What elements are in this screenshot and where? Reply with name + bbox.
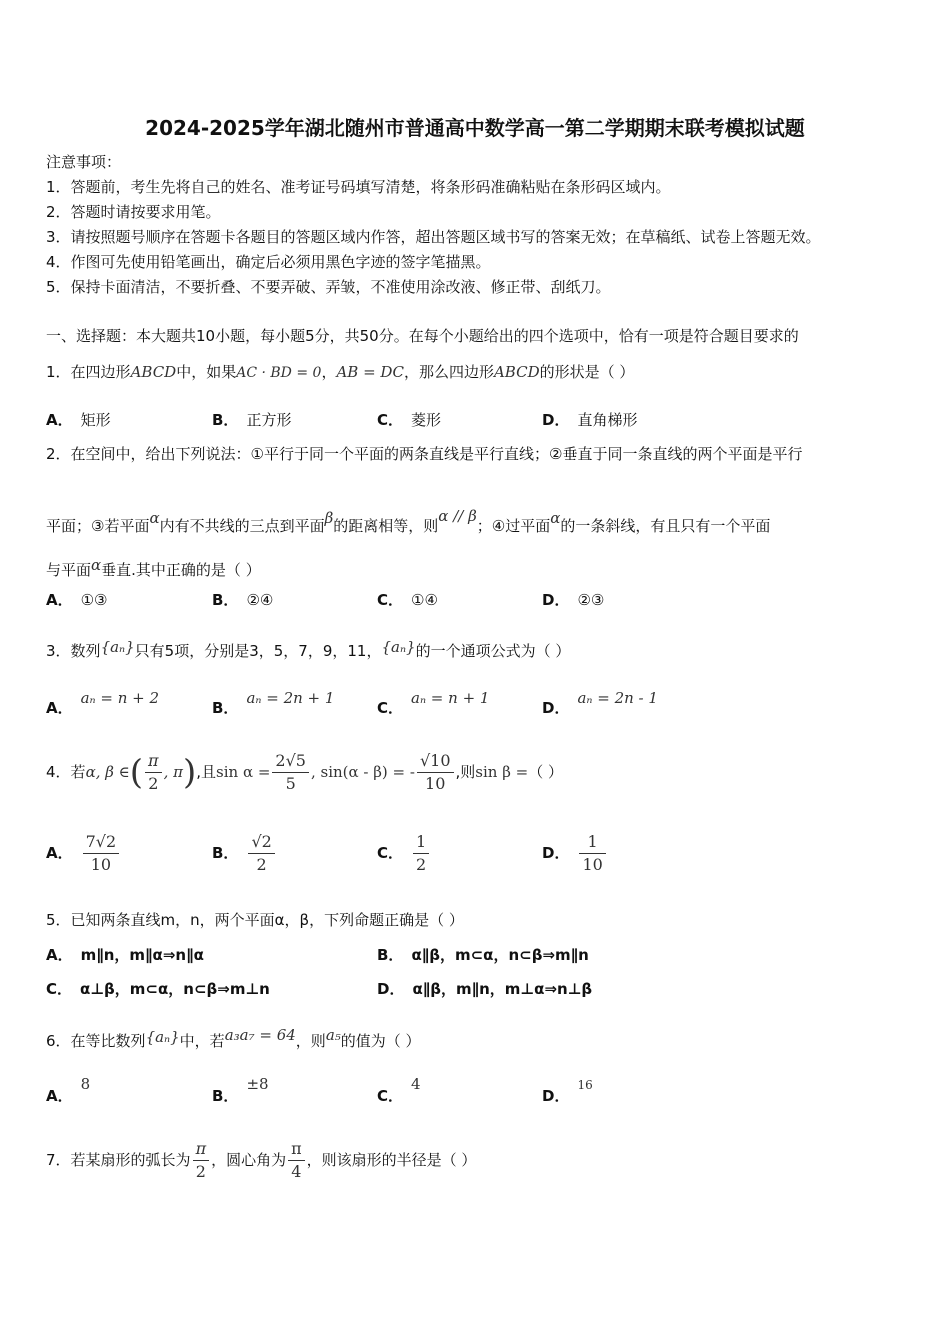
denominator: 2 xyxy=(416,855,427,874)
q4-text: ,则 xyxy=(455,763,476,781)
option-b[interactable] xyxy=(212,688,334,718)
option-math: 16 xyxy=(577,1078,593,1092)
math-expr: ABCD xyxy=(493,363,540,381)
option-label: D． xyxy=(542,411,570,429)
q7-text: ，圆心角为 xyxy=(211,1151,287,1169)
option-label: B． xyxy=(212,699,239,717)
q1-text: 的形状是（ ） xyxy=(539,363,635,381)
option-a[interactable] xyxy=(46,945,204,965)
question-number: 5． xyxy=(46,911,71,929)
q2-text: 在空间中，给出下列说法：①平行于同一个平面的两条直线是平行直线；②垂直于同一条直线的两个平面是平行 xyxy=(70,445,803,463)
fraction xyxy=(417,750,454,795)
option-text: ②③ xyxy=(577,591,605,609)
note-item: 2．答题时请按要求用笔。 xyxy=(46,203,221,221)
math-expr: ABCD xyxy=(130,363,177,381)
notes-heading: 注意事项： xyxy=(46,153,122,171)
math-expr: α // β xyxy=(438,507,477,525)
numerator: √2 xyxy=(248,831,274,854)
paren-left: ( xyxy=(129,752,144,793)
q1-text: ，那么四边形 xyxy=(403,363,494,381)
numerator: π xyxy=(288,1138,305,1161)
option-label: B． xyxy=(377,946,404,964)
math-expr: sin α = xyxy=(216,763,271,781)
option-b[interactable] xyxy=(377,945,589,965)
math-expr: , π xyxy=(163,763,183,781)
denominator: 2 xyxy=(256,855,267,874)
numerator: 2√5 xyxy=(272,750,309,773)
fraction xyxy=(145,750,162,795)
option-b[interactable] xyxy=(212,410,291,430)
q4-text: ,且 xyxy=(196,763,217,781)
option-label: C． xyxy=(377,411,404,429)
math-expr: α xyxy=(149,509,160,527)
option-label: C． xyxy=(377,844,404,862)
q6-text: 中，若 xyxy=(179,1032,225,1050)
note-item: 5．保持卡面清洁，不要折叠、不要弄破、弄皱，不准使用涂改液、修正带、刮纸刀。 xyxy=(46,278,611,296)
option-label: B． xyxy=(212,591,239,609)
option-label: A． xyxy=(46,844,73,862)
q2-text: ；④过平面 xyxy=(476,517,551,535)
option-b[interactable] xyxy=(212,590,273,610)
note-item: 4．作图可先使用铅笔画出，确定后必须用黑色字迹的签字笔描黑。 xyxy=(46,253,491,271)
question-3 xyxy=(46,637,570,661)
q3-text: 的一个通项公式为（ ） xyxy=(415,642,571,660)
option-d[interactable] xyxy=(542,410,637,430)
question-6 xyxy=(46,1025,421,1051)
q5-text: 已知两条直线m，n，两个平面α，β，下列命题正确是（ ） xyxy=(70,911,464,929)
option-label: B． xyxy=(212,844,239,862)
option-label: D． xyxy=(542,844,570,862)
question-7 xyxy=(46,1134,476,1186)
math-expr: a₃a₇ = 64 xyxy=(224,1026,296,1044)
option-c[interactable] xyxy=(377,410,441,430)
numerator: π xyxy=(145,750,162,773)
numerator: π xyxy=(193,1138,210,1161)
note-item: 1．答题前，考生先将自己的姓名、准考证号码填写清楚，将条形码准确粘贴在条形码区域内。 xyxy=(46,178,671,196)
option-a[interactable] xyxy=(46,826,121,880)
denominator: 10 xyxy=(90,855,112,874)
fraction xyxy=(579,831,605,876)
option-label: A． xyxy=(46,411,73,429)
option-math: ±8 xyxy=(246,1075,269,1093)
option-text: α∥β，m⊂α，n⊂β⇒m∥n xyxy=(411,946,589,964)
option-text: 矩形 xyxy=(80,411,111,429)
math-expr: sin β = xyxy=(475,763,529,781)
option-label: D． xyxy=(377,980,405,998)
fraction xyxy=(288,1138,305,1183)
math-expr: AC · BD = 0 xyxy=(236,365,322,381)
numerator: 1 xyxy=(579,831,605,854)
q3-text: 只有5项，分别是3，5，7，9，11， xyxy=(134,642,382,660)
option-math: aₙ = 2n - 1 xyxy=(577,689,658,707)
page-title: 2024-2025学年湖北随州市普通高中数学高一第二学期期末联考模拟试题 xyxy=(145,116,805,140)
option-a[interactable] xyxy=(46,1074,90,1106)
question-number: 7． xyxy=(46,1151,71,1169)
question-number: 4． xyxy=(46,763,71,781)
option-text: α∥β，m∥n，m⊥α⇒n⊥β xyxy=(412,980,593,998)
q4-text: 若 xyxy=(70,763,86,781)
option-text: ①④ xyxy=(411,591,438,609)
option-math: 4 xyxy=(411,1075,421,1093)
fraction xyxy=(272,750,309,795)
option-b[interactable] xyxy=(212,826,277,880)
math-expr: α xyxy=(91,556,102,574)
option-math: aₙ = 2n + 1 xyxy=(246,689,335,707)
option-label: C． xyxy=(377,1087,404,1105)
paren-right: ) xyxy=(182,752,197,793)
option-label: D． xyxy=(542,591,570,609)
q6-text: 在等比数列 xyxy=(70,1032,146,1050)
q6-text: ，则 xyxy=(295,1032,326,1050)
q2-text: 的距离相等，则 xyxy=(333,517,439,535)
numerator: 7√2 xyxy=(83,831,120,854)
denominator: 10 xyxy=(425,774,446,793)
denominator: 10 xyxy=(582,855,603,874)
option-label: A． xyxy=(46,946,73,964)
option-math: aₙ = n + 1 xyxy=(411,689,490,707)
option-math: aₙ = n + 2 xyxy=(80,689,160,707)
question-1 xyxy=(46,362,634,383)
q2-text: 内有不共线的三点到平面 xyxy=(159,517,325,535)
q7-text: 若某扇形的弧长为 xyxy=(70,1151,191,1169)
option-text: 正方形 xyxy=(246,411,292,429)
option-label: A． xyxy=(46,699,73,717)
option-label: A． xyxy=(46,1087,73,1105)
q7-text: ，则该扇形的半径是（ ） xyxy=(306,1151,477,1169)
question-number: 6． xyxy=(46,1032,71,1050)
math-expr: α xyxy=(550,509,561,527)
option-a[interactable] xyxy=(46,688,159,718)
q2-text: 平面；③若平面 xyxy=(46,517,150,535)
q2-text: 的一条斜线，有且只有一个平面 xyxy=(560,517,771,535)
numerator: 1 xyxy=(413,831,429,854)
option-text: 直角梯形 xyxy=(577,411,638,429)
option-text: ②④ xyxy=(246,591,274,609)
option-a[interactable] xyxy=(46,410,111,430)
option-text: ①③ xyxy=(80,591,108,609)
option-d[interactable] xyxy=(542,1074,593,1106)
math-expr: β xyxy=(324,509,334,527)
fraction xyxy=(193,1138,210,1183)
math-expr: AB = DC xyxy=(336,363,404,381)
math-expr: α, β ∈ xyxy=(85,763,130,781)
section-heading: 一、选择题：本大题共10小题，每小题5分，共50分。在每个小题给出的四个选项中，恰有一项是符合题目要求的 xyxy=(46,327,799,345)
math-expr: {aₙ} xyxy=(381,638,416,656)
math-expr: , sin(α - β) = - xyxy=(310,763,415,781)
q3-text: 数列 xyxy=(70,642,101,660)
option-d[interactable] xyxy=(377,979,592,999)
fraction xyxy=(248,831,274,876)
fraction xyxy=(83,831,120,876)
option-c[interactable] xyxy=(377,590,438,610)
numerator: √10 xyxy=(417,750,454,773)
question-5 xyxy=(46,910,464,930)
q4-text: （ ） xyxy=(528,763,564,781)
q1-text: ， xyxy=(321,363,337,381)
option-d[interactable] xyxy=(542,826,608,880)
option-label: C． xyxy=(377,591,404,609)
option-text: 菱形 xyxy=(411,411,442,429)
option-a[interactable] xyxy=(46,590,108,610)
option-label: A． xyxy=(46,591,73,609)
q6-text: 的值为（ ） xyxy=(340,1032,421,1050)
math-expr: {aₙ} xyxy=(145,1028,180,1046)
denominator: 2 xyxy=(195,1162,206,1181)
question-number: 1． xyxy=(46,363,71,381)
question-4 xyxy=(46,745,563,800)
option-label: C． xyxy=(377,699,404,717)
question-2 xyxy=(46,444,802,464)
q1-text: 中，如果 xyxy=(176,363,237,381)
option-label: B． xyxy=(212,411,239,429)
q1-text: 在四边形 xyxy=(70,363,131,381)
option-d[interactable] xyxy=(542,688,658,718)
fraction xyxy=(413,831,429,876)
question-2-line2 xyxy=(46,506,770,536)
question-number: 3． xyxy=(46,642,71,660)
question-number: 2． xyxy=(46,445,71,463)
q2-text: 与平面 xyxy=(46,561,92,579)
option-math: 8 xyxy=(80,1075,91,1093)
option-text: α⊥β，m⊂α，n⊂β⇒m⊥n xyxy=(80,980,270,998)
denominator: 5 xyxy=(285,774,296,793)
option-c[interactable] xyxy=(46,979,270,999)
math-expr: {aₙ} xyxy=(100,638,135,656)
math-expr: a₅ xyxy=(325,1026,341,1044)
q2-text: 垂直.其中正确的是（ ） xyxy=(101,561,261,579)
option-b[interactable] xyxy=(212,1074,269,1106)
option-c[interactable] xyxy=(377,826,431,880)
option-label: C． xyxy=(46,980,73,998)
option-c[interactable] xyxy=(377,688,489,718)
option-label: B． xyxy=(212,1087,239,1105)
option-label: D． xyxy=(542,1087,570,1105)
question-2-line3 xyxy=(46,555,261,580)
note-item: 3．请按照题号顺序在答题卡各题目的答题区域内作答，超出答题区域书写的答案无效；在草稿纸、试卷上答题无效。 xyxy=(46,228,821,246)
denominator: 2 xyxy=(148,774,159,793)
option-d[interactable] xyxy=(542,590,604,610)
option-text: m∥n，m∥α⇒n∥α xyxy=(80,946,204,964)
denominator: 4 xyxy=(291,1162,302,1181)
option-label: D． xyxy=(542,699,570,717)
option-c[interactable] xyxy=(377,1074,421,1106)
